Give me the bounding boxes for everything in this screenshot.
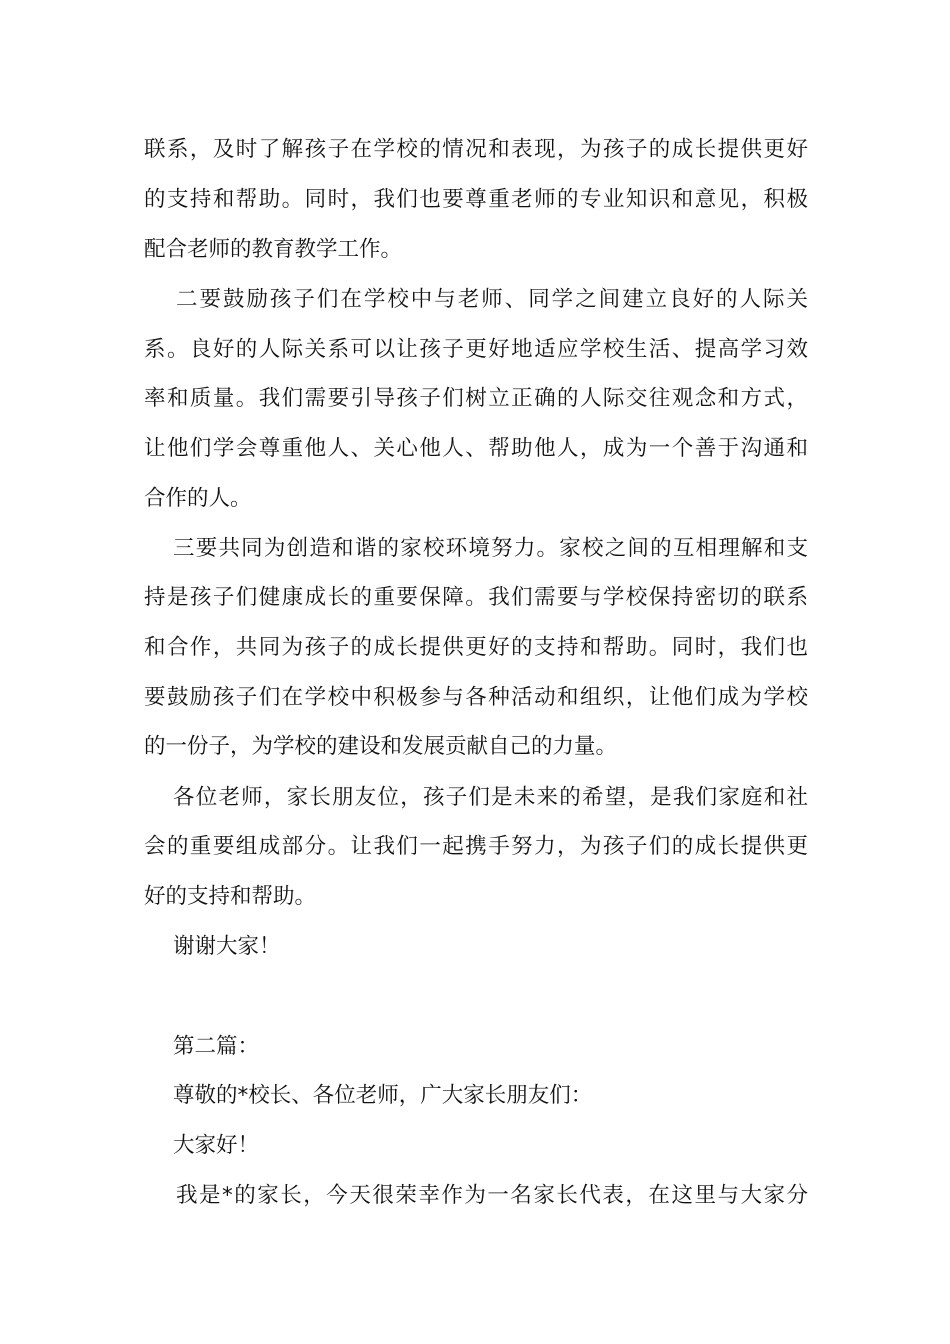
text-line: 好的支持和帮助。 <box>144 884 317 909</box>
text-line: 我是*的家长，今天很荣幸作为一名家长代表，在这里与大家分 <box>176 1183 808 1208</box>
greeting: 大家好！ <box>173 1133 260 1158</box>
text-line: 各位老师，家长朋友位，孩子们是未来的希望，是我们家庭和社 <box>173 785 808 810</box>
text-line: 三要共同为创造和谐的家校环境努力。家校之间的互相理解和支 <box>173 536 808 561</box>
section-heading: 第二篇： <box>173 1034 260 1059</box>
text-line: 会的重要组成部分。让我们一起携手努力，为孩子们的成长提供更 <box>144 834 808 859</box>
closing-thanks: 谢谢大家！ <box>173 934 281 959</box>
text-line: 配合老师的教育教学工作。 <box>144 237 403 262</box>
text-line: 合作的人。 <box>144 486 252 511</box>
text-line: 和合作，共同为孩子的成长提供更好的支持和帮助。同时，我们也 <box>144 635 808 660</box>
text-line: 让他们学会尊重他人、关心他人、帮助他人，成为一个善于沟通和 <box>144 436 808 461</box>
salutation: 尊敬的*校长、各位老师，广大家长朋友们： <box>173 1083 593 1108</box>
text-line: 系。良好的人际关系可以让孩子更好地适应学校生活、提高学习效 <box>144 337 808 362</box>
text-line: 二要鼓励孩子们在学校中与老师、同学之间建立良好的人际关 <box>176 287 808 312</box>
text-line: 持是孩子们健康成长的重要保障。我们需要与学校保持密切的联系 <box>144 585 808 610</box>
text-line: 要鼓励孩子们在学校中积极参与各种活动和组织，让他们成为学校 <box>144 685 808 710</box>
text-line: 的支持和帮助。同时，我们也要尊重老师的专业知识和意见，积极 <box>144 187 808 212</box>
text-line: 的一份子，为学校的建设和发展贡献自己的力量。 <box>144 734 618 759</box>
text-line: 率和质量。我们需要引导孩子们树立正确的人际交往观念和方式， <box>144 386 808 411</box>
text-line: 联系，及时了解孩子在学校的情况和表现，为孩子的成长提供更好 <box>144 137 808 162</box>
